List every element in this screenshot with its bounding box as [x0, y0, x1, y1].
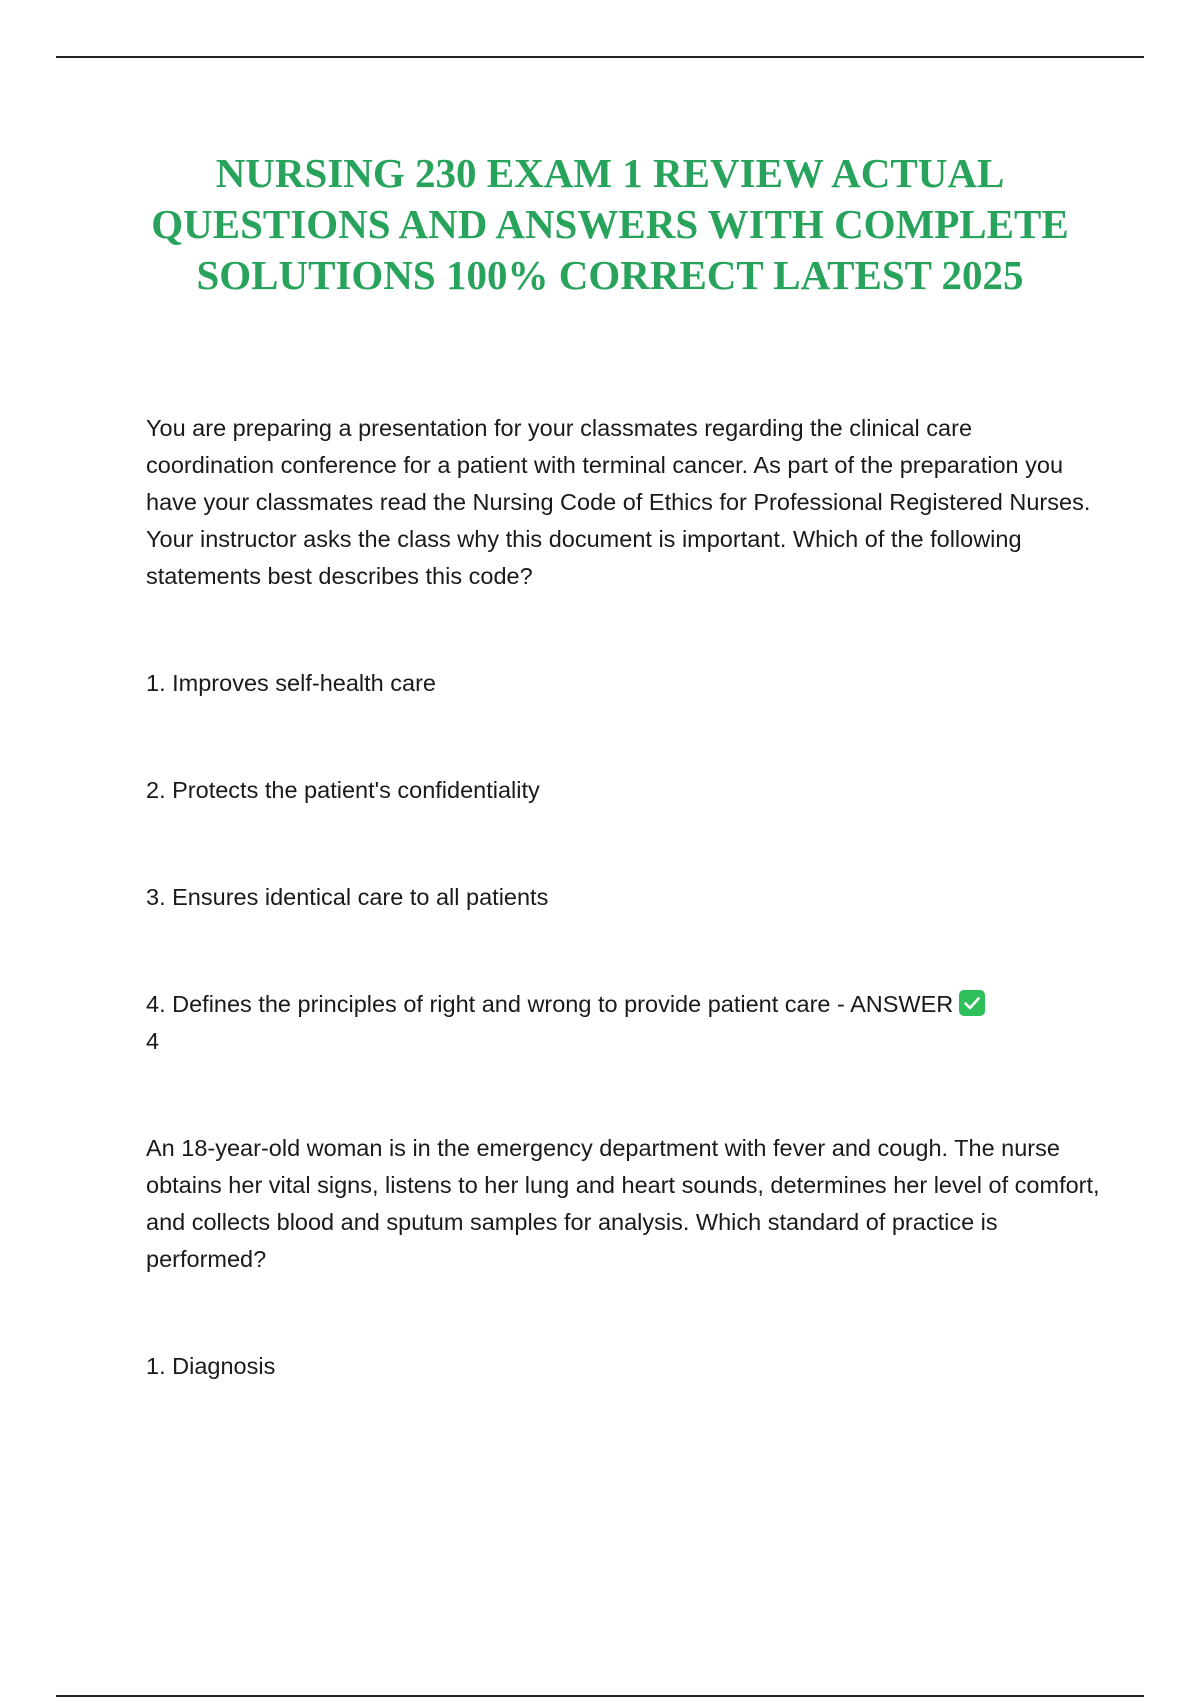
question-2-option-1: 1. Diagnosis [146, 1353, 276, 1379]
question-1-answer: 4 [146, 1028, 160, 1054]
question-1-text: You are preparing a presentation for your classmates regarding the clinical care coordination conference for a patient with terminal cancer. As part of the preparation you have your classmates read the Nursing Code of Ethics for Professional Registered Nurses. Your instructor asks the class why this document is important. Which of the following statements best describes this code? [146, 415, 1091, 589]
document-body [146, 410, 1106, 1455]
question-1-option-4-label: 4. Defines the principles of right and wrong to provide patient care - ANSWER [146, 991, 954, 1017]
document-title: NURSING 230 EXAM 1 REVIEW ACTUAL QUESTIONS AND ANSWERS WITH COMPLETE SOLUTIONS 100% CORRECT LATEST 2025 [151, 150, 1069, 298]
bottom-divider [56, 1695, 1144, 1697]
question-1-option-4 [146, 986, 1106, 1060]
top-divider [56, 56, 1144, 58]
check-mark-icon [959, 990, 985, 1016]
question-1-option-2: 2. Protects the patient's confidentiality [146, 777, 540, 803]
question-1-option-1: 1. Improves self-health care [146, 670, 436, 696]
question-1-option-3: 3. Ensures identical care to all patients [146, 884, 549, 910]
question-2-text: An 18-year-old woman is in the emergency department with fever and cough. The nurse obtains her vital signs, listens to her lung and heart sounds, determines her level of comfort, and collects blood and sputum samples for analysis. Which standard of practice is performed? [146, 1135, 1100, 1272]
